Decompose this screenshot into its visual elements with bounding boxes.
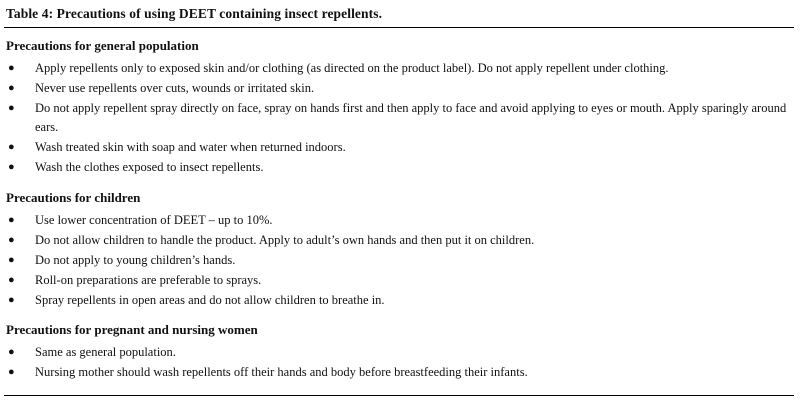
table-title: Table 4: Precautions of using DEET containing insect repellents.	[6, 6, 383, 21]
list-item-text: Nursing mother should wash repellents off their hands and body before breastfeeding their infants.	[35, 365, 528, 379]
list-item-text: Spray repellents in open areas and do not allow children to breathe in.	[35, 293, 385, 307]
section-heading-general: Precautions for general population	[6, 38, 199, 53]
bullet-icon: ●	[8, 294, 15, 306]
bullet-icon: ●	[8, 214, 15, 226]
list-item-text: Do not apply repellent spray directly on face, spray on hands first and then apply to face and avoid applying to eyes or mouth. Apply sparingly around ears.	[35, 101, 787, 134]
bullet-icon: ●	[8, 346, 15, 358]
bullet-icon: ●	[8, 254, 15, 266]
list-item-text: Never use repellents over cuts, wounds or irritated skin.	[35, 81, 315, 95]
bullet-icon: ●	[8, 141, 15, 153]
list-item-text: Roll-on preparations are preferable to sprays.	[35, 273, 262, 287]
bullet-icon: ●	[8, 234, 15, 246]
table-container	[4, 0, 794, 413]
section-heading-pregnant-nursing: Precautions for pregnant and nursing women	[6, 322, 258, 337]
list-item-text: Do not allow children to handle the product. Apply to adult’s own hands and then put it on children.	[35, 233, 535, 247]
bullet-icon: ●	[8, 366, 15, 378]
bullet-icon: ●	[8, 62, 15, 74]
bottom-rule	[4, 395, 794, 396]
list-item-text: Use lower concentration of DEET – up to 10%.	[35, 213, 273, 227]
bullet-icon: ●	[8, 102, 15, 114]
section-heading-children: Precautions for children	[6, 190, 141, 205]
bullet-icon: ●	[8, 82, 15, 94]
bullet-icon: ●	[8, 161, 15, 173]
list-item-text: Do not apply to young children’s hands.	[35, 253, 236, 267]
list-item-text: Same as general population.	[35, 345, 176, 359]
top-rule	[4, 27, 794, 28]
bullet-icon: ●	[8, 274, 15, 286]
list-item-text: Wash treated skin with soap and water when returned indoors.	[35, 140, 346, 154]
list-item-text: Apply repellents only to exposed skin and/or clothing (as directed on the product label). Do not apply repellent under clothing.	[35, 61, 669, 75]
list-item-text: Wash the clothes exposed to insect repellents.	[35, 160, 264, 174]
